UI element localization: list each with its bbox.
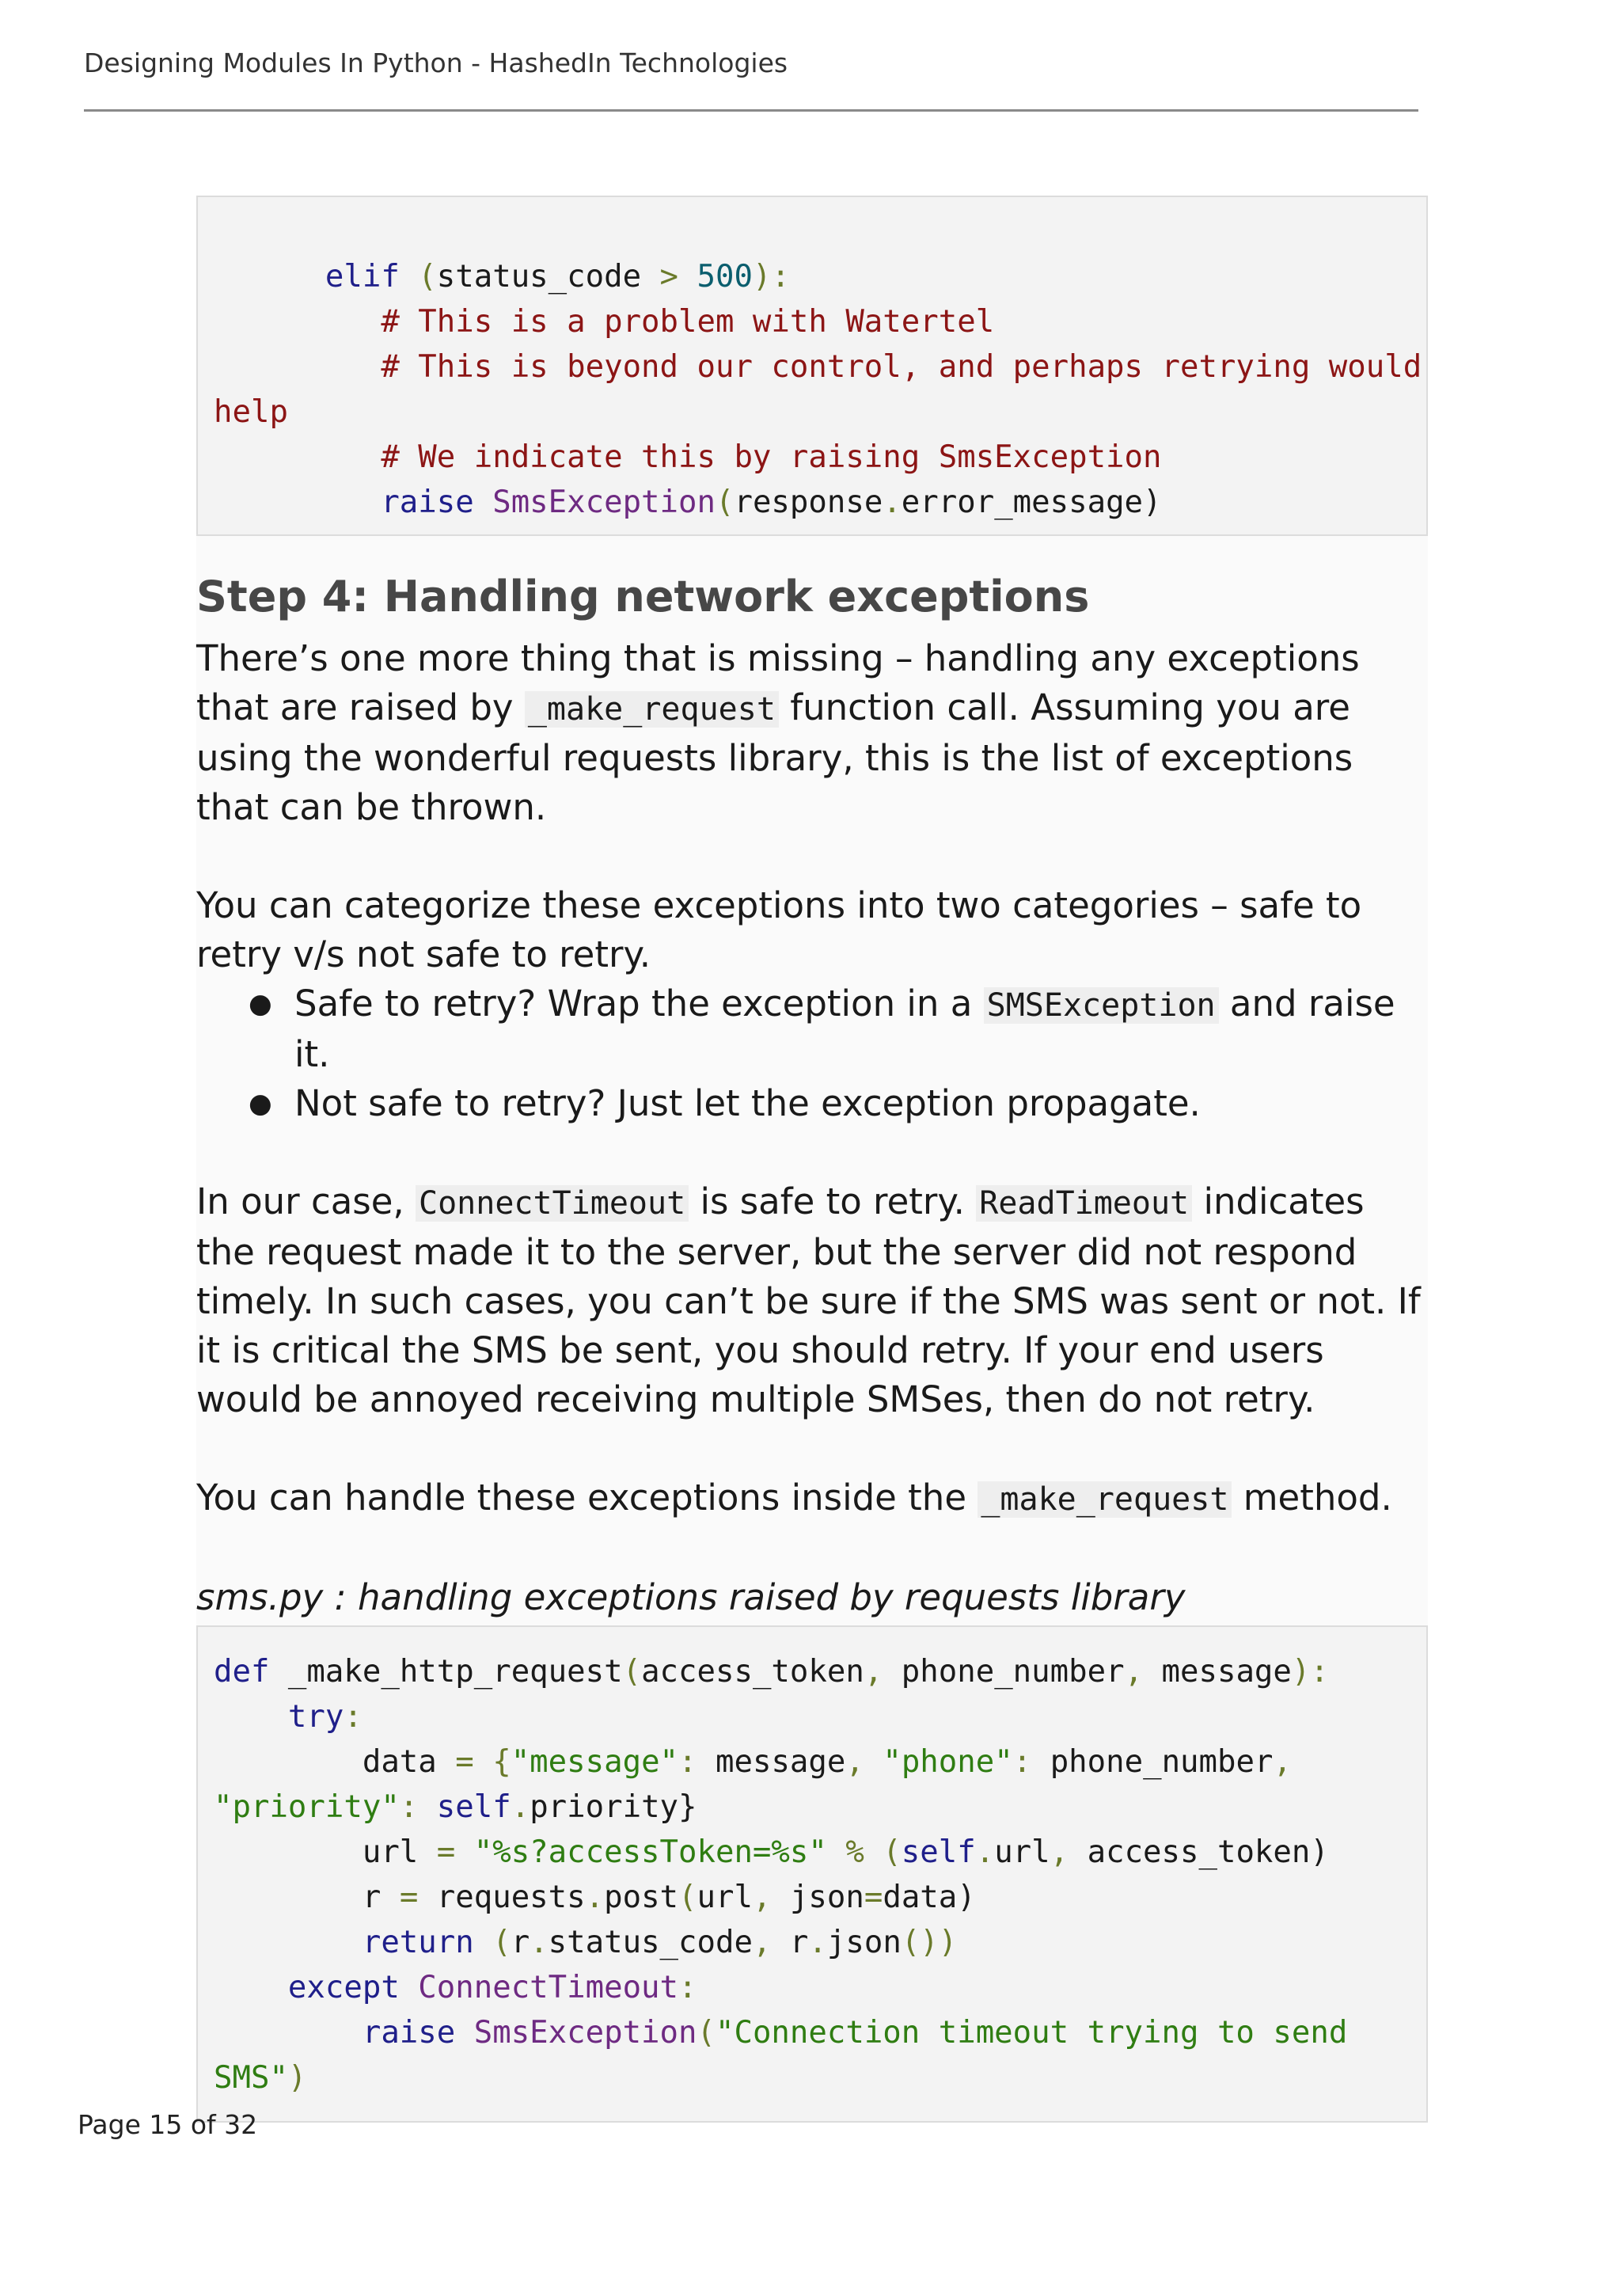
code-token: except	[287, 1970, 400, 2005]
code-token: post	[604, 1880, 679, 1915]
bullet-list	[196, 979, 1428, 1128]
code-token: elif	[325, 259, 400, 295]
code-token: raise	[362, 2015, 456, 2051]
code-token: "priority"	[214, 1789, 400, 1825]
code-token: r	[362, 1880, 400, 1915]
code-token: access_token	[641, 1654, 864, 1690]
list-item-text: Safe to retry? Wrap the exception in a	[294, 983, 984, 1024]
bullet-icon: ●	[249, 988, 272, 1020]
code-token: .	[511, 1789, 530, 1825]
list-item	[249, 1079, 1428, 1128]
list-item-text: and raise it.	[294, 983, 1395, 1075]
code-token: % (	[826, 1834, 902, 1870]
code-token: (	[715, 485, 735, 520]
paragraph-handle	[196, 1473, 1428, 1524]
code-token: "message"	[511, 1744, 679, 1780]
list-item-text: Not safe to retry? Just let the exception propagate.	[294, 1082, 1201, 1124]
inline-code: _make_request	[525, 691, 779, 728]
code-token: self	[436, 1789, 511, 1825]
paragraph-categories: You can categorize these exceptions into two categories – safe to retry v/s not safe to retry.	[196, 884, 1362, 975]
code-token: :	[678, 1970, 697, 2005]
code-token: message	[716, 1744, 846, 1780]
inline-code: ConnectTimeout	[416, 1185, 689, 1222]
code-token: access_token)	[1087, 1834, 1329, 1870]
code-token: =	[436, 1834, 474, 1870]
code-token: data	[362, 1744, 456, 1780]
code-token: .	[585, 1880, 605, 1915]
code-token: :	[678, 1744, 716, 1780]
code-token: response	[734, 485, 883, 520]
inline-code: ReadTimeout	[976, 1185, 1192, 1222]
code-token: =	[399, 1880, 437, 1915]
code-token: )	[287, 2060, 307, 2096]
code-token: (	[678, 1880, 697, 1915]
code-token: url	[697, 1880, 753, 1915]
code-token: SmsException	[455, 2015, 697, 2051]
header-divider	[84, 109, 1418, 112]
code-token: ,	[752, 1925, 790, 1960]
paragraph-text: There’s one more thing that is missing – handling any exceptions that are raised by	[196, 637, 1360, 728]
code-comment: # This is a problem with Watertel	[381, 304, 995, 340]
code-token: "%s?accessToken=%s"	[473, 1834, 827, 1870]
code-token: json	[789, 1880, 864, 1915]
code-token: ,	[752, 1880, 790, 1915]
code-token: status_code	[436, 259, 642, 295]
code-token: ())	[901, 1925, 958, 1960]
code-token: "Connection timeout trying to send	[715, 2015, 1348, 2051]
code-token: try	[287, 1699, 344, 1735]
code-token: ):	[1291, 1654, 1329, 1690]
paragraph-timeouts	[196, 1177, 1428, 1424]
code-comment: # We indicate this by raising SmsException	[381, 439, 1162, 475]
paragraph-text: indicates the request made it to the server, but the server did not respond timely. In such cases, you can’t be sure if the SMS was sent or not. If it is critical the SMS be sent, you should retry. If your end users would be annoyed receiving multiple SMSes, then do not retry.	[196, 1180, 1421, 1420]
code-token: requests	[436, 1880, 586, 1915]
code-token: return	[362, 1925, 474, 1960]
document-header-title: Designing Modules In Python - HashedIn Technologies	[84, 48, 788, 78]
code-token: .	[808, 1925, 827, 1960]
code-token: ,	[864, 1654, 902, 1690]
code-token: phone_number	[901, 1654, 1125, 1690]
paragraph-intro	[196, 634, 1428, 832]
paragraph-text: function call. Assuming you are using the wonderful requests library, this is the list of exceptions that can be thrown.	[196, 686, 1353, 828]
code-token: (	[622, 1654, 642, 1690]
code-token: r	[789, 1925, 809, 1960]
code-token: url	[362, 1834, 437, 1870]
code-token: priority}	[530, 1789, 697, 1825]
inline-code: _make_request	[978, 1481, 1232, 1518]
code-token: status_code	[548, 1925, 753, 1960]
code-token: ConnectTimeout	[399, 1970, 679, 2005]
code-caption: sms.py : handling exceptions raised by requests library	[196, 1576, 1186, 1618]
code-token: SMS"	[214, 2060, 288, 2096]
code-token: ,	[1124, 1654, 1162, 1690]
code-token: :	[344, 1699, 363, 1735]
code-token: (	[399, 259, 437, 295]
code-token: ):	[752, 259, 790, 295]
code-token: :	[1012, 1744, 1050, 1780]
code-token: json	[826, 1925, 902, 1960]
code-token: self	[901, 1834, 976, 1870]
inline-code: SMSException	[984, 987, 1219, 1024]
bullet-icon: ●	[249, 1088, 272, 1119]
code-token: url	[994, 1834, 1050, 1870]
code-token: ,	[1273, 1744, 1292, 1780]
code-token: =	[864, 1880, 883, 1915]
code-token: 500	[697, 259, 753, 295]
code-comment: # This is beyond our control, and perhaps retrying would	[381, 349, 1422, 385]
page-number: Page 15 of 32	[78, 2109, 258, 2140]
code-token: message	[1161, 1654, 1292, 1690]
paragraph-text: method.	[1232, 1477, 1392, 1519]
code-token: def	[214, 1654, 270, 1690]
code-token: .	[530, 1925, 549, 1960]
paragraph-text: In our case,	[196, 1180, 416, 1222]
code-token: phone_number	[1050, 1744, 1274, 1780]
code-block-make-http-request	[196, 1625, 1428, 2123]
section-heading: Step 4: Handling network exceptions	[196, 572, 1090, 622]
code-token: ,	[845, 1744, 883, 1780]
code-token: raise	[381, 485, 474, 520]
code-comment: help	[214, 394, 288, 430]
code-token: data)	[883, 1880, 976, 1915]
code-token: SmsException	[492, 485, 716, 520]
code-block-status-check	[196, 196, 1428, 536]
paragraph-text: You can handle these exceptions inside the	[196, 1477, 978, 1519]
code-token: .	[883, 485, 902, 520]
code-token: "phone"	[883, 1744, 1013, 1780]
code-token: error_message)	[901, 485, 1162, 520]
list-item	[249, 979, 1428, 1079]
code-token: _make_http_request	[269, 1654, 623, 1690]
page-content	[196, 196, 1428, 2123]
paragraph-text: is safe to retry.	[689, 1180, 977, 1222]
code-token: = {	[455, 1744, 511, 1780]
code-token: (	[473, 1925, 511, 1960]
code-token: :	[399, 1789, 437, 1825]
code-token: ,	[1050, 1834, 1088, 1870]
code-token: (	[697, 2015, 716, 2051]
code-token: .	[975, 1834, 995, 1870]
code-token: >	[641, 259, 697, 295]
code-token: r	[511, 1925, 530, 1960]
